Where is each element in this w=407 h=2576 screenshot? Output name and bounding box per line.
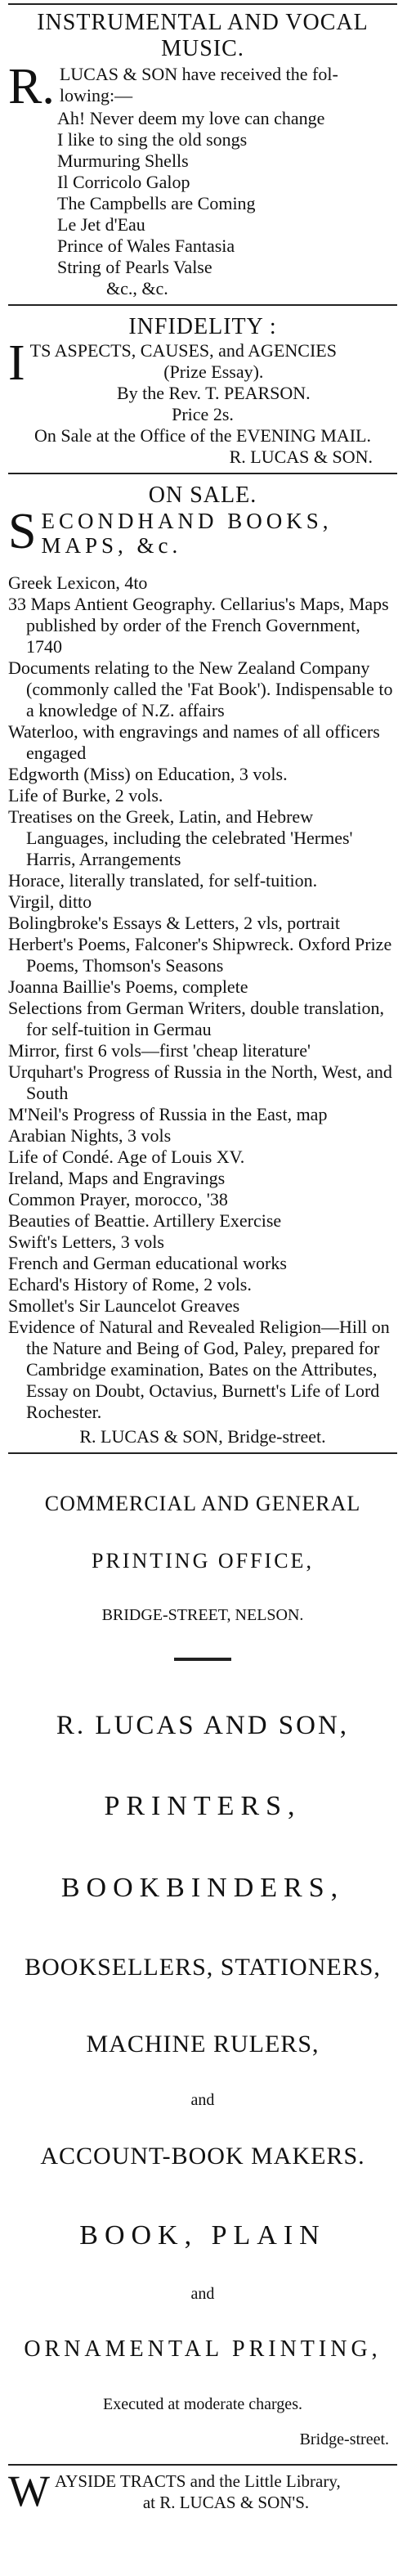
infidelity-price: Price 2s. [172, 404, 234, 424]
list-item: Arabian Nights, 3 vols [8, 1125, 172, 1146]
list-item: Greek Lexicon, 4to [8, 572, 148, 593]
printing-rulers: MACHINE RULERS, [86, 2031, 320, 2058]
top-rule [8, 3, 397, 5]
list-item: Ireland, Maps and Engravings [8, 1168, 226, 1188]
list-item: String of Pearls Valse [57, 257, 212, 277]
drop-letter-w: W [8, 2466, 50, 2515]
list-item: Horace, literally translated, for self-tuition. [8, 870, 318, 891]
on-sale-advertisement [8, 482, 397, 1447]
list-item: Herbert's Poems, Falconer's Shipwreck. Oxford Prize Poems, Thomson's Seasons [8, 934, 392, 976]
printing-book-plain: BOOK, PLAIN [79, 2220, 326, 2251]
printing-booksellers: BOOKSELLERS, STATIONERS, [25, 1954, 381, 1981]
section-rule [8, 1452, 397, 1454]
list-item: M'Neil's Progress of Russia in the East, map [8, 1104, 328, 1124]
sale-heading [8, 504, 397, 559]
list-item: Selections from German Writers, double translation, for self-tuition in Germau [8, 998, 384, 1039]
printing-bridge: Bridge-street. [299, 2430, 389, 2448]
list-item: Life of Condé. Age of Louis XV. [8, 1147, 245, 1167]
printing-heading1: COMMERCIAL AND GENERAL [44, 1492, 361, 1515]
drop-letter-s: S [8, 504, 37, 559]
drop-letter-i: I [8, 335, 25, 391]
printing-firm: R. LUCAS AND SON, [56, 1711, 350, 1740]
music-title: INSTRUMENTAL AND VOCAL [37, 10, 369, 35]
list-item: Il Corricolo Galop [57, 172, 190, 192]
drop-letter-r: R. [8, 59, 55, 114]
sale-list [8, 558, 397, 1447]
printing-accountbook: ACCOUNT-BOOK MAKERS. [40, 2143, 365, 2170]
sale-title: ON SALE. [148, 482, 257, 508]
infidelity-line1: TS ASPECTS, CAUSES, and AGENCIES [29, 340, 337, 361]
sale-heading-text: ECONDHAND BOOKS, MAPS, &c. [41, 509, 333, 558]
music-intro [8, 59, 397, 114]
printing-printers: PRINTERS, [104, 1791, 302, 1821]
list-item: Joanna Baillie's Poems, complete [8, 976, 248, 997]
list-item: Virgil, ditto [8, 891, 92, 912]
sale-signature: R. LUCAS & SON, Bridge-street. [79, 1426, 326, 1447]
infidelity-body [8, 335, 397, 468]
list-item: Common Prayer, morocco, '38 [8, 1189, 228, 1209]
printing-and2: and [190, 2285, 215, 2303]
list-item: I like to sing the old songs [57, 129, 248, 150]
list-item: French and German educational works [8, 1253, 287, 1273]
list-item: Treatises on the Greek, Latin, and Hebrew Languages, including the celebrated 'Hermes' Harris, Arrangements [8, 806, 353, 869]
list-item: Smollet's Sir Launcelot Greaves [8, 1295, 240, 1316]
list-item: 33 Maps Antient Geography. Cellarius's Maps, Maps published by order of the French Government, 1740 [8, 594, 389, 657]
infidelity-sale: On Sale at the Office of the EVENING MAIL. [34, 425, 371, 446]
list-item: Ah! Never deem my love can change [57, 108, 325, 128]
list-item: Evidence of Natural and Revealed Religion—Hill on the Nature and Being of God, Paley, prepared for Cambridge examination, Bates on the Attributes, Essay on Doubt, Octavius, Burnett's Life of Lord Rochester. [8, 1317, 390, 1422]
center-divider [174, 1658, 231, 1661]
wayside-advertisement [8, 2466, 397, 2515]
list-item: Beauties of Beattie. Artillery Exercise [8, 1210, 282, 1231]
music-intro-line1: LUCAS & SON have received the fol- [59, 64, 338, 84]
printing-address: BRIDGE-STREET, NELSON. [101, 1606, 304, 1624]
printing-advertisement [8, 1459, 397, 2449]
list-item: Edgworth (Miss) on Education, 3 vols. [8, 764, 288, 784]
infidelity-advertisement [8, 314, 397, 468]
list-item: Mirror, first 6 vols—first 'cheap literature' [8, 1040, 311, 1061]
wayside-line2: at R. LUCAS & SON'S. [142, 2493, 310, 2512]
section-rule [8, 304, 397, 306]
infidelity-line2: (Prize Essay). [163, 361, 264, 382]
list-item: Documents relating to the New Zealand Company (commonly called the 'Fat Book'). Indispensable to a knowledge of N.Z. affairs [8, 657, 393, 720]
list-item: Murmuring Shells [57, 150, 189, 171]
list-item: Urquhart's Progress of Russia in the North, West, and South [8, 1061, 392, 1103]
list-item: Waterloo, with engravings and names of all officers engaged [8, 721, 380, 763]
list-item: Prince of Wales Fantasia [57, 236, 235, 256]
list-item: Le Jet d'Eau [57, 214, 145, 235]
wayside-line1: AYSIDE TRACTS and the Little Library, [54, 2471, 341, 2491]
list-item: The Campbells are Coming [57, 193, 256, 213]
printing-executed: Executed at moderate charges. [103, 2395, 302, 2413]
newspaper-column [8, 0, 397, 2513]
printing-heading2: PRINTING OFFICE, [92, 1549, 314, 1573]
list-item: Swift's Letters, 3 vols [8, 1232, 164, 1252]
infidelity-title: INFIDELITY : [128, 314, 277, 339]
infidelity-author: By the Rev. T. PEARSON. [116, 383, 311, 403]
section-rule [8, 2464, 397, 2466]
infidelity-signature: R. LUCAS & SON. [229, 447, 373, 467]
list-item: Bolingbroke's Essays & Letters, 2 vls, portrait [8, 913, 341, 933]
list-item: &c., &c. [106, 278, 168, 298]
section-rule [8, 473, 397, 474]
music-advertisement [8, 3, 397, 299]
music-title-line2: MUSIC. [161, 36, 244, 61]
music-list [8, 108, 397, 299]
list-item: Echard's History of Rome, 2 vols. [8, 1274, 252, 1295]
printing-ornamental: ORNAMENTAL PRINTING, [24, 2336, 382, 2362]
printing-and1: and [190, 2091, 215, 2109]
wayside-body [8, 2466, 397, 2515]
list-item: Life of Burke, 2 vols. [8, 785, 163, 806]
printing-bookbinders: BOOKBINDERS, [60, 1873, 345, 1903]
music-intro-line2: lowing:— [59, 85, 133, 105]
